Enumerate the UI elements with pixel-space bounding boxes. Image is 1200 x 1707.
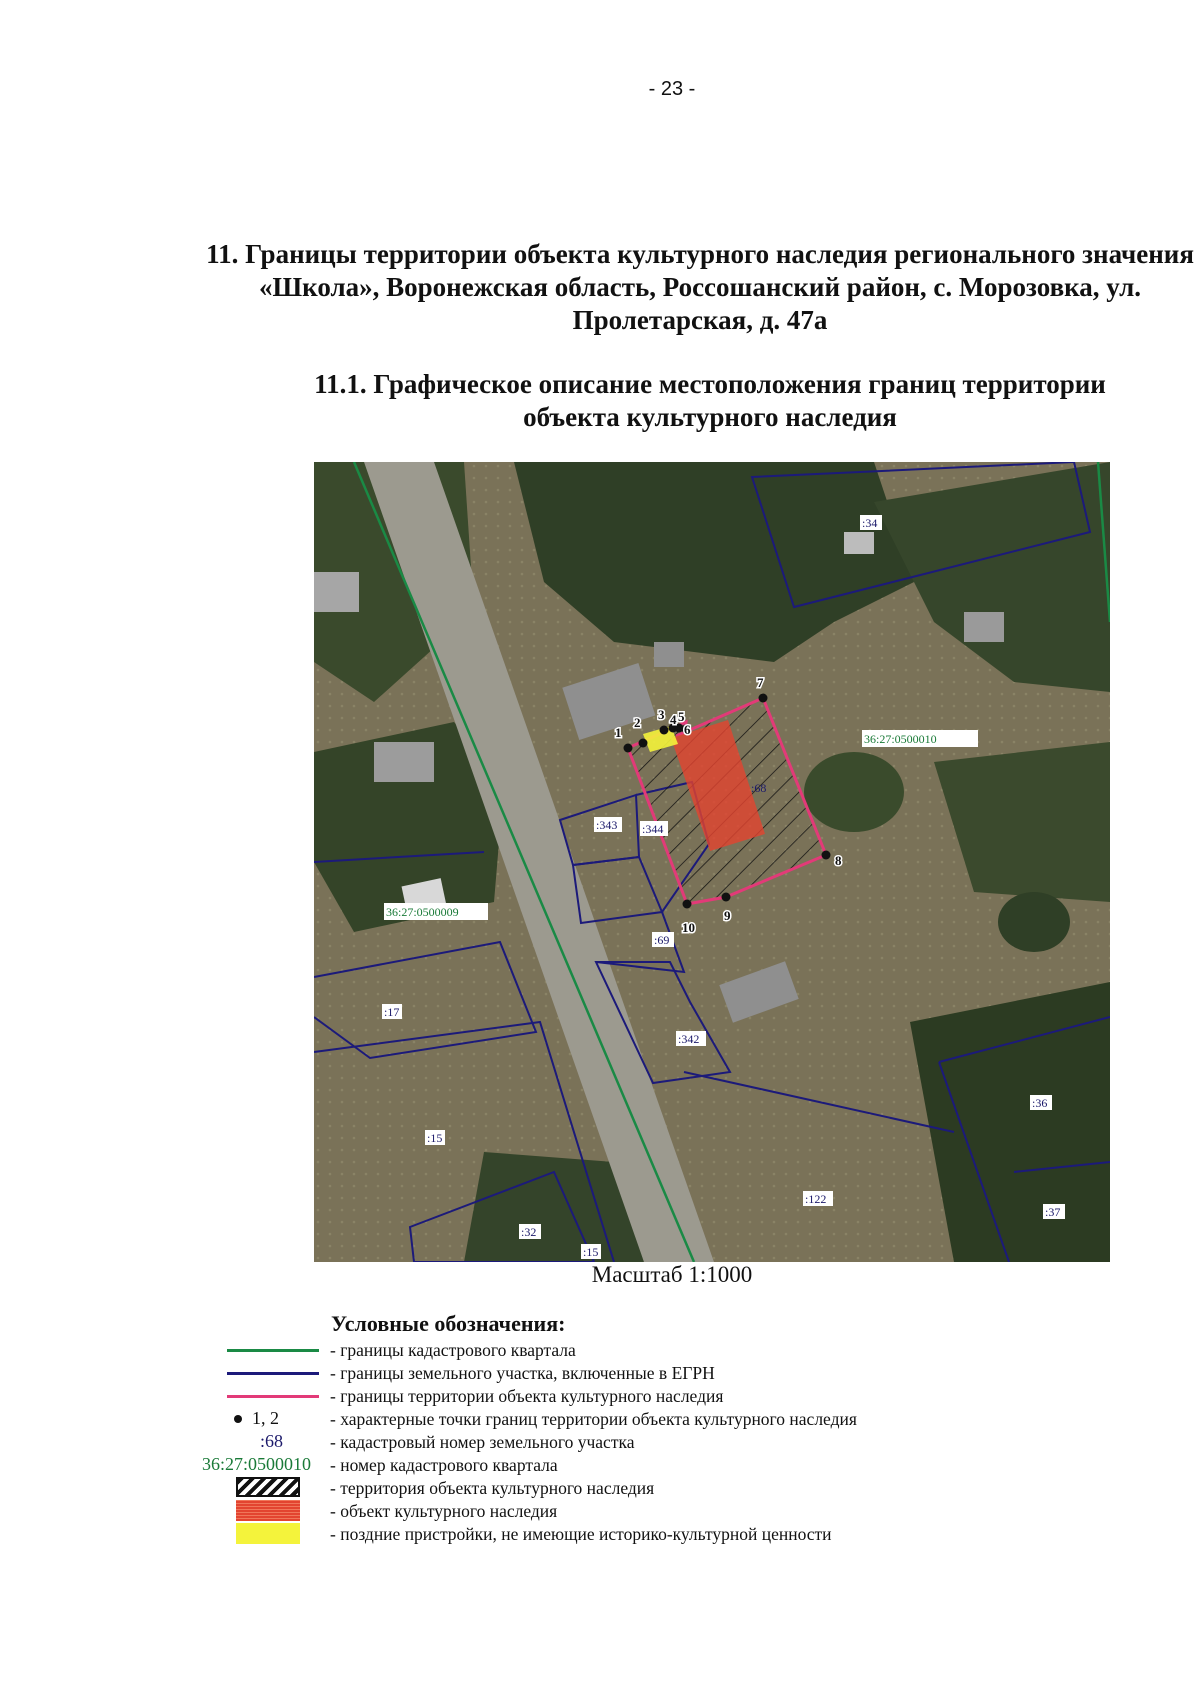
map-scale: Масштаб 1:1000 (591, 1262, 753, 1287)
point-label-7: 7 (757, 675, 764, 690)
svg-text:36:27:0500010: 36:27:0500010 (864, 732, 937, 746)
green-line-icon (227, 1349, 319, 1352)
label-15-b (581, 1244, 601, 1259)
point-label-1: 1 (615, 725, 622, 740)
legend-item-plot-number: :68 - кадастровый номер земельного участка (260, 1431, 635, 1452)
point-label-10: 10 (682, 920, 695, 935)
red-fill-icon (236, 1500, 300, 1521)
cadastral-map (314, 462, 1110, 1262)
svg-text::34: :34 (862, 516, 878, 530)
svg-text::37: :37 (1045, 1205, 1061, 1219)
svg-text::17: :17 (384, 1005, 400, 1019)
point-icon (234, 1415, 242, 1423)
svg-text::15: :15 (427, 1131, 443, 1145)
label-37 (1043, 1204, 1065, 1219)
label-quarter-10 (862, 730, 978, 747)
yellow-fill-icon (236, 1523, 300, 1544)
svg-text::15: :15 (583, 1245, 599, 1259)
point-label-8: 8 (835, 853, 842, 868)
legend-item-territory-line: - границы территории объекта культурного наследия (0, 1385, 1200, 1407)
legend-title: Условные обозначения: (331, 1311, 566, 1336)
point-label-5: 5 (678, 709, 685, 724)
label-36 (1030, 1095, 1052, 1110)
label-342 (676, 1031, 706, 1046)
point-label-6: 6 (684, 722, 691, 737)
svg-text::32: :32 (521, 1225, 537, 1239)
label-69 (652, 932, 674, 947)
legend-item-annex: - поздние пристройки, не имеющие историко-культурной ценности (0, 1523, 1200, 1545)
legend-item-points: 1, 2 - характерные точки границ территории объекта культурного наследия (0, 1408, 1200, 1430)
point-label-4: 4 (670, 712, 677, 727)
point-label-9: 9 (724, 908, 731, 923)
blue-line-icon (227, 1372, 319, 1375)
svg-text::342: :342 (678, 1032, 700, 1046)
label-68 (751, 781, 766, 795)
legend-item-plot-line: - границы земельного участка, включенные в ЕГРН (0, 1362, 1200, 1384)
section-subtitle: 11.1. Графическое описание местоположения границ территории объекта культурного наследия (314, 369, 1106, 432)
hatch-icon (236, 1477, 300, 1497)
svg-text::68: :68 (751, 781, 767, 795)
label-34 (860, 515, 882, 530)
svg-text::122: :122 (805, 1192, 827, 1206)
label-32 (519, 1224, 541, 1239)
label-quarter-09 (384, 903, 488, 920)
svg-text:36:27:0500009: 36:27:0500009 (386, 905, 459, 919)
pink-line-icon (227, 1395, 319, 1398)
svg-text::36: :36 (1032, 1096, 1048, 1110)
section-title: 11. Границы территории объекта культурного наследия регионального значения «Школа», Воронежская область, Россошанский район, с. Морозовка, ул. Пролетарская, д. 47а (206, 239, 1194, 335)
svg-text::343: :343 (596, 818, 618, 832)
legend-item-territory: - территория объекта культурного наследия (0, 1477, 1200, 1499)
label-343 (594, 817, 622, 832)
page-number: - 23 - (648, 78, 696, 100)
point-label-3: 3 (658, 707, 665, 722)
svg-text::344: :344 (642, 822, 664, 836)
legend-item-heritage-object: - объект культурного наследия (0, 1500, 1200, 1522)
legend-item-quarter-number: 36:27:0500010 - номер кадастрового квартала (202, 1454, 558, 1475)
label-15-a (425, 1130, 445, 1145)
label-344 (640, 821, 668, 836)
legend-item-quarter-line: - границы кадастрового квартала (0, 1339, 1200, 1361)
svg-text::69: :69 (654, 933, 670, 947)
label-17 (382, 1004, 402, 1019)
point-label-2: 2 (634, 715, 641, 730)
label-122 (803, 1191, 833, 1206)
